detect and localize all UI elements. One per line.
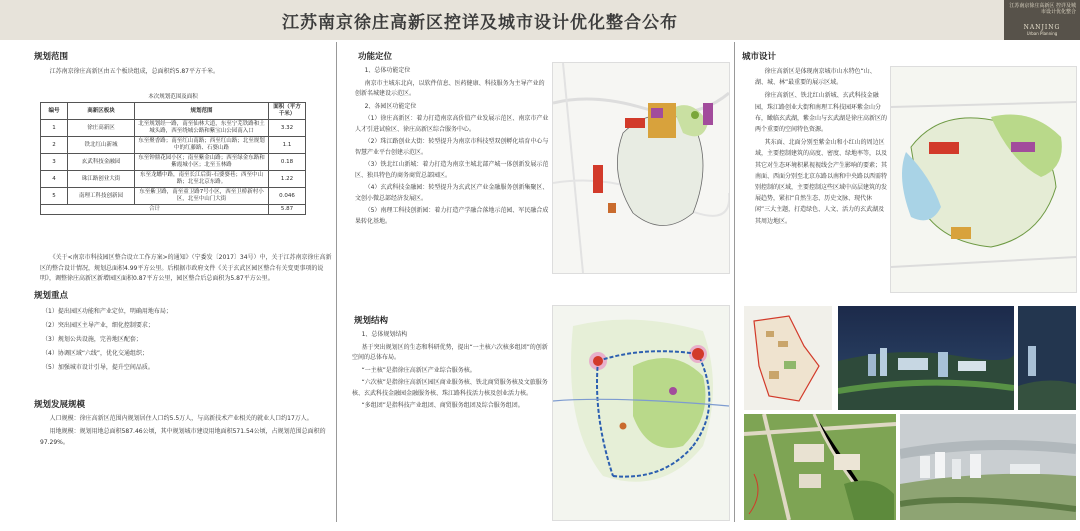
list-item: （4）协调区域“六线”，优化交通组织；: [42, 350, 149, 357]
row-area: 0.046: [269, 188, 306, 205]
structure-item: “多组团”是指科技产业组团、商贸服务组团及综合服务组团。: [361, 402, 524, 409]
row-area: 0.18: [269, 154, 306, 171]
urban-paragraph: 其东面、北面分别至紫金山和小红山的周边区域，主要控制建筑的高度、密度、绿地率等，以及其它对生态环境积累视视线会产生影响的要素；其南面、西面分别至北京东路以南和中央路以西需特别控制的区域，主要控制这些区域中高层建筑的发展趋势，紧扣“自然生态、历史文脉、现代休闲”三大主题，打造绿色、人文、活力的玄武湖及其周边地区。: [755, 139, 888, 225]
column-divider-1: [336, 42, 337, 522]
logo-org-text: 江苏南京徐庄高新区 控详及城市设计优化整合: [1009, 3, 1076, 15]
urban-design-map-svg: [891, 67, 1076, 292]
logo-sub-text: Urban Planning: [1026, 31, 1058, 36]
total-label: 合计: [41, 205, 269, 215]
urban-heading: 城市设计: [742, 52, 777, 62]
aerial-render-2: [900, 414, 1076, 520]
function-item: （4）玄武科技金融园：转型提升为玄武区产业金融服务创新集聚区、文创小微总部经济发展区。: [355, 184, 549, 202]
function-sub1: 1、总体功能定位: [364, 67, 411, 74]
structure-intro: 基于突出规划区的生态和科研优势，提出“一主核六次核多组团”的创新空间的总体布局。: [352, 343, 548, 361]
table-row: [41, 171, 306, 188]
function-item: （3）铁北红山新城：着力打造为南京主城北部产城一体创新发展示范区、独具特色的商务商贸总部园区。: [355, 161, 549, 179]
table-row: [41, 154, 306, 171]
row-name: 铁北红山新城: [68, 137, 135, 154]
row-id: 5: [41, 188, 68, 205]
list-item: （2）突出园区主导产业，细化控制要求；: [42, 322, 154, 329]
table-total-row: [41, 205, 306, 215]
row-range: 东至紫卫路，南至童卫路7号小区，西至卫桥新村小区，北至中山门大街: [135, 188, 269, 205]
scale-block: [40, 413, 332, 450]
scope-paragraph: [40, 253, 332, 287]
structure-block: [352, 330, 548, 414]
masterplan-render-svg: [744, 414, 896, 520]
page-header: [0, 0, 1080, 40]
structure-map-svg: [553, 306, 729, 520]
population-text: 人口规模：徐庄高新区范围内规划居住人口约5.5万人，与高新技术产业相关的就业人口约17万人。: [49, 415, 313, 422]
structure-sub1: 1、总体规划结构: [361, 331, 408, 338]
list-item: （5）加强城市设计引导，提升空间品质。: [42, 364, 154, 371]
row-range: 北至规划经一路，南至仙林大道，东至宁芜铁路和土城头路，西至绕城公路和紫宝山公园南入口: [135, 120, 269, 137]
function-item: （5）南理工科技创新园：着力打造产学融合落地示范园、军民融合成果转化基地。: [355, 207, 549, 225]
aerial-render-1: [838, 306, 1014, 410]
row-name: 徐庄高新区: [68, 120, 135, 137]
scope-intro: [40, 67, 330, 80]
scope-paragraph-text: 《关于<南京市科技园区整合设立工作方案>的通知》（宁委发〔2017〕34号）中，关于江苏南京徐庄高新区的整合设计情况，规划总面积4.99平方公里。后根据市政府文件《关于玄武区园区整合有关变更事项的说明》，调整徐庄高新区新增园区面积0.87平方公里，园区整合后总面积为5.87平方公里。: [40, 254, 332, 282]
function-item: （2）珠江路创业大街：转型提升为南京市科技型双创孵化培育中心与智慧产业平台创建示范区。: [355, 138, 549, 156]
function-item: （1）徐庄高新区：着力打造南京高价值产业发展示范区、南京市产业人才引进试验区、徐庄高新区综合服务中心。: [355, 115, 549, 133]
scale-heading: 规划发展规模: [34, 400, 86, 410]
function-sub1-text: 南京市主城东北向，以软件信息、医药健康、科技服务为主导产业的创新名城建设示范区。: [355, 79, 545, 97]
row-range: 东至钟鼎花园小区；南至紫金山路；西至绿金东路和紫霞城小区；北至玉林路: [135, 154, 269, 171]
focus-list: [42, 305, 172, 375]
urban-paragraph: 徐庄高新区是体现南京城市山水特色“山、湖、城、林”最重要的展示区域。: [755, 68, 876, 87]
aerial-render-1-edge-svg: [1018, 306, 1076, 410]
row-id: 4: [41, 171, 68, 188]
structure-item: “一主核”是指徐庄高新区产业综合服务核。: [361, 366, 476, 374]
structure-map: [552, 305, 730, 521]
row-name: 南理工科技创新园: [68, 188, 135, 205]
aerial-render-1-svg: [838, 306, 1014, 410]
row-range: 东至聚香路；南至红山南路；西至红山路；北至规划中的红藤路、石婆山路: [135, 137, 269, 154]
row-range: 东至龙蟠中路，南至长江后街-石婆婆巷；西至中山路；北至北京东路。: [135, 171, 269, 188]
total-area: 5.87: [269, 205, 306, 215]
page-title: 江苏南京徐庄高新区控详及城市设计优化整合公布: [282, 13, 678, 33]
col-header-area: 面积（平方千米）: [269, 103, 306, 120]
structure-heading: 规划结构: [354, 316, 389, 326]
function-map: [552, 62, 730, 274]
aerial-render-2-svg: [900, 414, 1076, 520]
aerial-render-1-edge: [1018, 306, 1076, 410]
logo-block: [1004, 0, 1080, 40]
zone-table-header-row: [41, 103, 306, 120]
col-header-range: 规划范围: [135, 103, 269, 120]
row-area: 3.32: [269, 120, 306, 137]
list-item: （3）规划公共设施，完善地区配套；: [42, 336, 142, 343]
zone-table-caption: 本次规划范围及面积: [148, 94, 198, 100]
table-row: [41, 120, 306, 137]
scope-heading: 规划范围: [34, 52, 69, 62]
row-area: 1.22: [269, 171, 306, 188]
row-area: 1.1: [269, 137, 306, 154]
urban-paragraph: 徐庄高新区、铁北红山新城、玄武科技金融园，珠江路创业大街和南理工科技园环紫金山分布，瞰临玄武湖，紫金山与玄武湖是徐庄高新区的两个重要的空间特色资源。: [755, 92, 888, 134]
land-text: 用地规模：规划用地总面积587.46公顷，其中规划城市建设用地面积571.54公顷，占规划范围总面积的97.29%。: [40, 428, 326, 446]
masterplan-render: [744, 414, 896, 520]
row-name: 玄武科技金融园: [68, 154, 135, 171]
zone-table: [40, 92, 306, 215]
logo-brand-text: NANJING: [1023, 24, 1061, 31]
col-header-name: 高新区板块: [68, 103, 135, 120]
scope-intro-text: 江苏南京徐庄高新区由五个板块组成，总面积约5.87平方千米。: [49, 68, 219, 75]
plan-thumbnail-1: [744, 306, 832, 410]
list-item: （1）提出园区功能和产业定位，明确用地布局；: [42, 308, 172, 315]
urban-design-map: [890, 66, 1077, 293]
row-id: 3: [41, 154, 68, 171]
function-sub2: 2、各园区功能定位: [364, 102, 417, 110]
row-id: 1: [41, 120, 68, 137]
column-divider-2: [734, 42, 735, 522]
row-name: 珠江路创业大街: [68, 171, 135, 188]
plan-thumbnail-1-svg: [744, 306, 832, 410]
structure-item: “六次核”是指徐庄高新区园区商业服务核、铁北商贸服务核及文旅服务核、玄武科技金融园金融服务核、珠江路科技活力核及创业活力核。: [352, 379, 548, 397]
urban-block: [755, 66, 887, 229]
focus-heading: 规划重点: [34, 291, 69, 301]
table-row: [41, 188, 306, 205]
row-id: 2: [41, 137, 68, 154]
function-map-svg: [553, 63, 729, 273]
table-row: [41, 137, 306, 154]
col-header-id: 编号: [41, 103, 68, 120]
function-heading: 功能定位: [358, 52, 393, 62]
function-block: [355, 66, 549, 229]
